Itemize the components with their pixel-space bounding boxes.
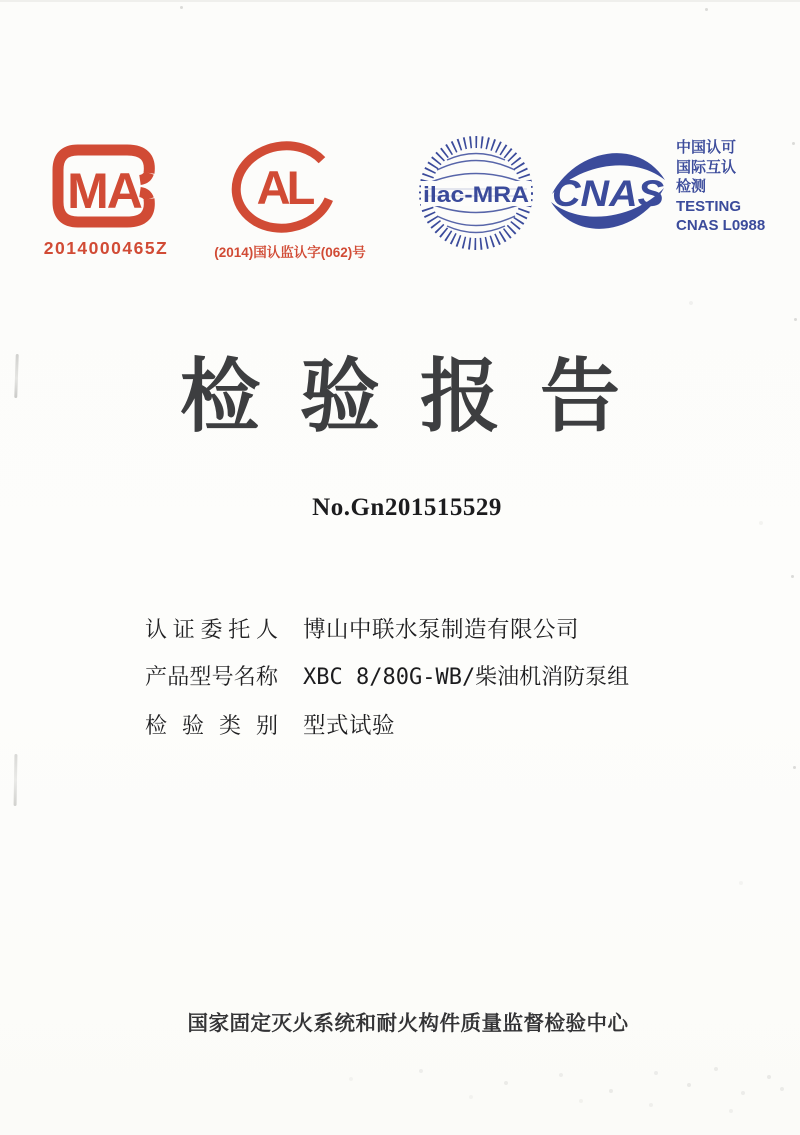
ilac-mra-logo-icon [417, 134, 535, 252]
field-row-applicant [145, 612, 705, 660]
field-row-inspection-type [145, 708, 705, 756]
cnas-caption-line: 国际互认 [676, 158, 737, 176]
cnas-caption-line: CNAS L0988 [676, 217, 766, 234]
cnas-caption [676, 138, 786, 236]
field-label: 检验类别 [145, 713, 278, 738]
scan-speck [794, 318, 797, 321]
field-label: 认证委托人 [145, 617, 278, 642]
scan-speck [792, 142, 795, 145]
cma-letters: MA [67, 163, 141, 219]
scan-speck [793, 766, 796, 769]
page-title [0, 332, 800, 447]
ilac-mra-wordmark: ilac-MRA [423, 182, 530, 207]
scan-speck [705, 8, 708, 11]
field-value: 型式试验 [303, 713, 396, 738]
field-value: XBC 8/80G-WB/柴油机消防泵组 [303, 665, 630, 690]
scan-scratch-mark [14, 754, 18, 806]
field-value: 博山中联水泵制造有限公司 [303, 617, 580, 642]
cma-cert-number: 2014000465Z [43, 238, 169, 258]
cma-logo-icon [48, 138, 162, 234]
cal-logo-icon [228, 140, 340, 234]
cnas-caption-line: TESTING [676, 197, 742, 215]
cal-caption: (2014)国认监认字(062)号 [214, 245, 366, 260]
scan-speck [791, 575, 794, 578]
cal-letters: AL [256, 161, 312, 214]
footer-organization-name: 国家固定灭火系统和耐火构件质量监督检验中心 [187, 1012, 629, 1035]
field-row-product-model [145, 660, 705, 708]
scan-speck [180, 6, 183, 9]
report-number: No.Gn201515529 [312, 494, 502, 521]
cnas-wordmark: CNAS [552, 173, 665, 214]
page-title-text: 检验报告 [180, 352, 660, 441]
cnas-caption-line: 检测 [676, 178, 707, 195]
report-fields [145, 612, 705, 756]
cnas-caption-line: 中国认可 [676, 139, 737, 156]
cnas-logo-icon [549, 144, 667, 239]
field-label: 产品型号名称 [145, 664, 278, 689]
scan-noise-texture [0, 2, 2, 4]
